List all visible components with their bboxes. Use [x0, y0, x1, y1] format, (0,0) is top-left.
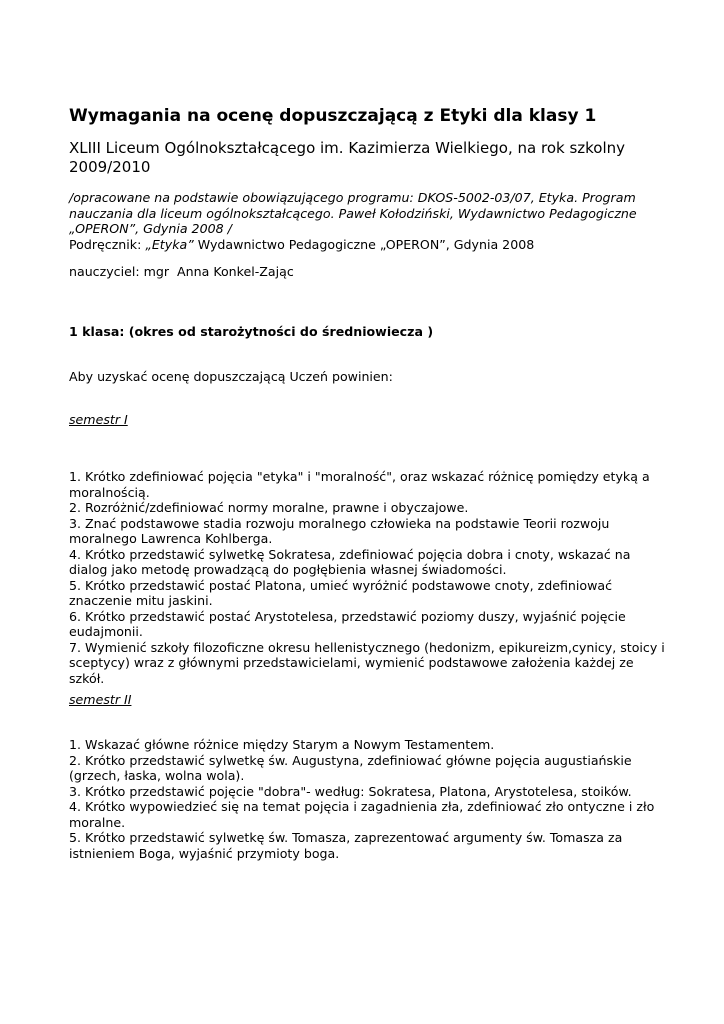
requirement-item: 5. Krótko przedstawić sylwetkę św. Tomasza, zaprezentować argumenty św. Tomasza za istnieniem Boga, wyjaśnić przymioty boga. — [69, 830, 623, 861]
school-subtitle: XLIII Liceum Ogólnokształcącego im. Kazimierza Wielkiego, na rok szkolny 2009/2010 — [69, 139, 626, 176]
teacher-line: nauczyciel: mgr Anna Konkel-Zając — [69, 264, 294, 279]
intro-line: Aby uzyskać ocenę dopuszczającą Uczeń powinien: — [69, 369, 393, 384]
document-title: Wymagania na ocenę dopuszczającą z Etyki dla klasy 1 — [69, 106, 597, 126]
textbook-title: „Etyka” — [145, 236, 194, 252]
semester-2-title: semestr II — [69, 692, 132, 707]
requirement-item: 4. Krótko wypowiedzieć się na temat pojęcia i zagadnienia zła, zdefiniować zło ontyczne i zło moralne. — [69, 799, 655, 830]
semester-1-requirements — [69, 469, 669, 686]
requirement-item: 1. Wskazać główne różnice między Starym a Nowym Testamentem. — [69, 737, 495, 752]
requirement-item: 1. Krótko zdefiniować pojęcia "etyka" i "moralność", oraz wskazać różnicę pomiędzy etyką a moralnością. — [69, 469, 650, 500]
requirement-item: 2. Krótko przedstawić sylwetkę św. Augustyna, zdefiniować główne pojęcia augustiańskie (grzech, łaska, wolna wola). — [69, 752, 632, 783]
textbook-prefix: Podręcznik: — [69, 236, 146, 252]
program-note: /opracowane na podstawie obowiązującego programu: DKOS-5002-03/07, Etyka. Program nauczania dla liceum ogólnokształcącego. Paweł Kołodziński, Wydawnictwo Pedagogiczne „OPERON”, Gdynia 2008 / — [69, 190, 637, 236]
requirement-item: 3. Znać podstawowe stadia rozwoju moralnego człowieka na podstawie Teorii rozwoju moralnego Lawrenca Kohlberga. — [69, 515, 610, 546]
textbook-line — [69, 237, 659, 253]
requirement-item: 6. Krótko przedstawić postać Arystotelesa, przedstawić poziomy duszy, wyjaśnić pojęcie eudajmonii. — [69, 608, 626, 639]
semester-2-requirements — [69, 737, 669, 861]
requirement-item: 2. Rozróżnić/zdefiniować normy moralne, prawne i obyczajowe. — [69, 500, 469, 515]
class-section-heading: 1 klasa: (okres od starożytności do średniowiecza ) — [69, 324, 434, 339]
requirement-item: 3. Krótko przedstawić pojęcie "dobra"- według: Sokratesa, Platona, Arystotelesa, stoików. — [69, 783, 632, 799]
program-note-block — [69, 190, 659, 252]
requirement-item: 4. Krótko przedstawić sylwetkę Sokratesa, zdefiniować pojęcia dobra i cnoty, wskazać na dialog jako metodę prowadzącą do pogłębienia własnej świadomości. — [69, 546, 631, 577]
requirement-item: 5. Krótko przedstawić postać Platona, umieć wyróżnić podstawowe cnoty, zdefiniować znaczenie mitu jaskini. — [69, 577, 613, 608]
semester-1-title: semestr I — [69, 412, 128, 427]
requirement-item: 7. Wymienić szkoły filozoficzne okresu hellenistycznego (hedonizm, epikureizm,cynicy, stoicy i sceptycy) wraz z głównymi przedstawicielami, wymienić podstawowe założenia każdej ze szkół. — [69, 639, 665, 686]
textbook-publisher: Wydawnictwo Pedagogiczne „OPERON”, Gdynia 2008 — [193, 236, 535, 252]
